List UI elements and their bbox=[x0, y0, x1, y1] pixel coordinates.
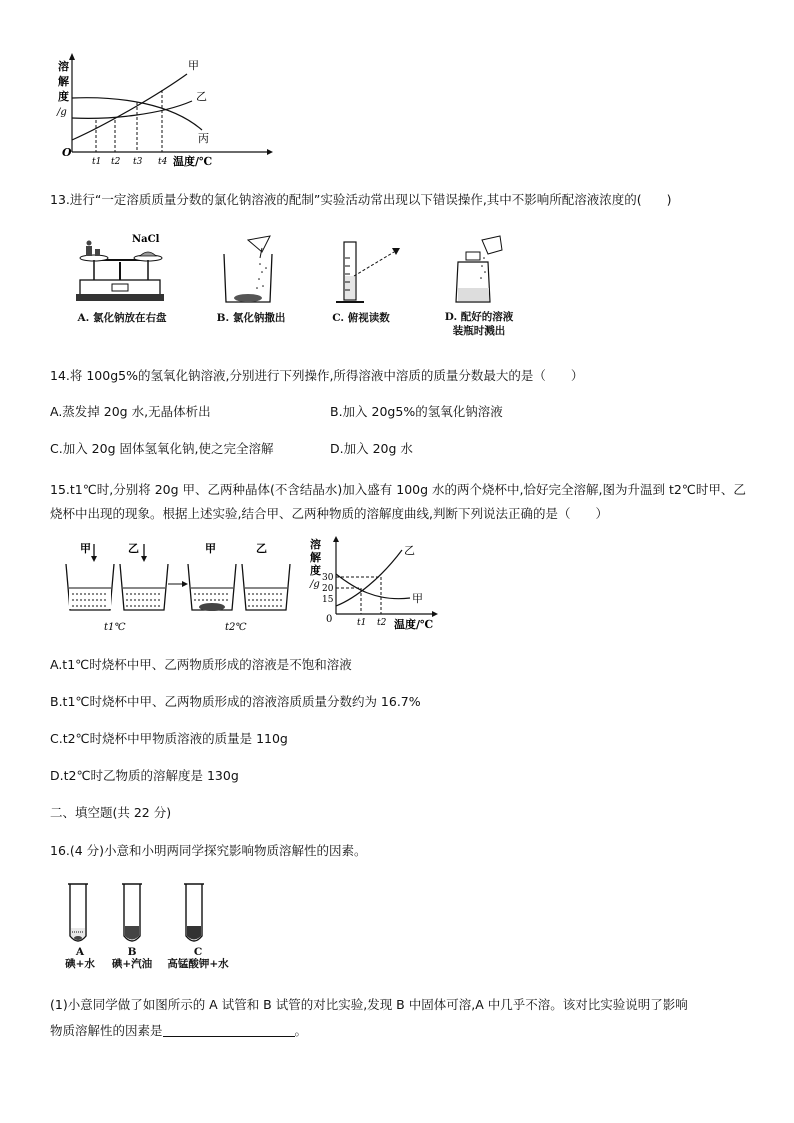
section-title: 二、填空题(共 22 分) bbox=[50, 805, 172, 820]
q15-stem: 15.t1℃时,分别将 20g 甲、乙两种晶体(不含结晶水)加入盛有 100g 水的两个烧杯中,恰好完全溶解,图为升温到 t2℃时甲、乙烧杯中出现的现象。根据上述实验,结合甲、乙两种物质的溶解度曲线,判断下列说法正确的是（ ） bbox=[50, 482, 746, 521]
q13-figure-b bbox=[216, 232, 286, 308]
q15-curve-jia bbox=[336, 574, 410, 599]
y-label-3: /g bbox=[57, 107, 67, 118]
q15-beakers-svg bbox=[60, 540, 295, 636]
curve-yi bbox=[72, 101, 192, 118]
q16-sub1-line2 bbox=[50, 1023, 307, 1039]
balance-illustration bbox=[66, 228, 176, 308]
q15-option-d: D.t2℃时乙物质的溶解度是 130g bbox=[50, 768, 239, 783]
beaker3-label: 甲 bbox=[205, 542, 216, 555]
q13-figure-c bbox=[332, 238, 412, 308]
q13-caption-c: C. 俯视读数 bbox=[332, 312, 390, 324]
tube-c-caption bbox=[160, 946, 236, 970]
q13-stem: 13.进行“一定溶质质量分数的氯化钠溶液的配制”实验活动常出现以下错误操作,其中不影响所配溶液浓度的( ) bbox=[50, 192, 672, 207]
y-label-2: 度 bbox=[58, 90, 69, 103]
q13-caption-a: A. 氯化钠放在右盘 bbox=[77, 312, 167, 324]
beaker4-label: 乙 bbox=[256, 542, 267, 555]
q15-origin: 0 bbox=[326, 614, 333, 625]
beaker1-label: 甲 bbox=[80, 542, 91, 555]
y-label-1: 解 bbox=[58, 75, 69, 88]
q15-option-c: C.t2℃时烧杯中甲物质溶液的质量是 110g bbox=[50, 731, 288, 746]
curve-jia bbox=[72, 74, 187, 140]
q15-ylabel-0: 溶 bbox=[310, 538, 321, 551]
beaker2-label: 乙 bbox=[128, 542, 139, 555]
q16-sub1-line2-after: 。 bbox=[294, 1023, 308, 1038]
x-axis-label: 温度/℃ bbox=[173, 155, 213, 168]
q15-xtick-t1: t1 bbox=[357, 618, 367, 628]
q15-ylabel-3: /g bbox=[310, 579, 320, 590]
q16-sub1-line1: (1)小意同学做了如图所示的 A 试管和 B 试管的对比实验,发现 B 中固体可溶,A 中几乎不溶。该对比实验说明了影响 bbox=[50, 997, 688, 1012]
temp-t2-label: t2℃ bbox=[225, 622, 247, 633]
y-axis-arrow bbox=[69, 53, 75, 60]
q15-graph-svg bbox=[306, 536, 446, 636]
x-axis-arrow bbox=[267, 149, 273, 155]
answer-blank[interactable] bbox=[163, 1024, 295, 1037]
q15-curve-jia-label: 甲 bbox=[412, 592, 423, 605]
q14-option-c: C.加入 20g 固体氢氧化钠,使之完全溶解 bbox=[50, 441, 274, 456]
q16-sub1-line2-before: 物质溶解性的因素是 bbox=[50, 1023, 163, 1038]
q15-option-a: A.t1℃时烧杯中甲、乙两物质形成的溶液是不饱和溶液 bbox=[50, 657, 352, 672]
q15-curve-yi bbox=[336, 550, 402, 606]
q15-beakers-figure bbox=[60, 540, 295, 636]
q15-solubility-graph bbox=[306, 536, 446, 636]
q14-option-d: D.加入 20g 水 bbox=[330, 441, 413, 456]
y-label-0: 溶 bbox=[58, 60, 69, 73]
q13-figure-d bbox=[446, 232, 516, 308]
q15-xtick-t2: t2 bbox=[377, 618, 387, 628]
tube-b-caption bbox=[104, 946, 160, 970]
q15-ylabel-2: 度 bbox=[310, 564, 321, 577]
test-tubes-svg bbox=[56, 880, 246, 952]
q15-option-b: B.t1℃时烧杯中甲、乙两物质形成的溶液溶质质量分数约为 16.7% bbox=[50, 694, 421, 709]
label-bing: 丙 bbox=[198, 132, 209, 145]
q15-xlabel: 温度/℃ bbox=[394, 618, 434, 631]
solubility-graph-q12-svg bbox=[52, 52, 282, 172]
temp-t1-label: t1℃ bbox=[104, 622, 126, 633]
tube-a-letter: A bbox=[75, 946, 85, 958]
bottle-pouring-illustration bbox=[446, 232, 516, 308]
q13-caption-d-line1: D. 配好的溶液 bbox=[444, 311, 514, 323]
tube-a-caption bbox=[58, 946, 102, 970]
q14-option-b: B.加入 20g5%的氢氧化钠溶液 bbox=[330, 404, 503, 419]
tube-c-letter: C bbox=[193, 946, 203, 958]
q14-option-a: A.蒸发掉 20g 水,无晶体析出 bbox=[50, 404, 211, 419]
origin-label: O bbox=[62, 146, 72, 159]
nacl-label: NaCl bbox=[132, 234, 160, 245]
tube-b-label: 碘+汽油 bbox=[111, 958, 153, 970]
tube-c-label: 高锰酸钾+水 bbox=[167, 958, 229, 970]
tick-t2: t2 bbox=[111, 157, 121, 167]
q16-test-tubes-figure bbox=[56, 880, 246, 952]
q15-ytick-15: 15 bbox=[322, 595, 334, 605]
tube-b-letter: B bbox=[127, 946, 137, 958]
tick-t1: t1 bbox=[92, 157, 102, 167]
q15-ytick-30: 30 bbox=[322, 573, 334, 583]
label-yi: 乙 bbox=[196, 90, 207, 103]
beaker-spill-illustration bbox=[216, 232, 286, 308]
q13-figure-a bbox=[66, 228, 176, 308]
tick-t3: t3 bbox=[133, 157, 143, 167]
q15-ylabel-1: 解 bbox=[310, 551, 321, 564]
q15-curve-yi-label: 乙 bbox=[404, 544, 415, 557]
q13-caption-d-line2: 装瓶时溅出 bbox=[452, 325, 506, 337]
tick-t4: t4 bbox=[158, 157, 168, 167]
q16-stem: 16.(4 分)小意和小明两同学探究影响物质溶解性的因素。 bbox=[50, 843, 367, 858]
cylinder-reading-illustration bbox=[332, 238, 412, 308]
q15-ytick-20: 20 bbox=[322, 584, 334, 594]
q13-caption-d bbox=[424, 310, 534, 338]
label-jia: 甲 bbox=[188, 59, 199, 72]
solubility-graph-q12 bbox=[52, 52, 282, 172]
tube-a-label: 碘+水 bbox=[65, 958, 95, 970]
q13-caption-b: B. 氯化钠撒出 bbox=[216, 312, 286, 324]
q14-stem: 14.将 100g5%的氢氧化钠溶液,分别进行下列操作,所得溶液中溶质的质量分数最大的是（ ） bbox=[50, 368, 584, 383]
